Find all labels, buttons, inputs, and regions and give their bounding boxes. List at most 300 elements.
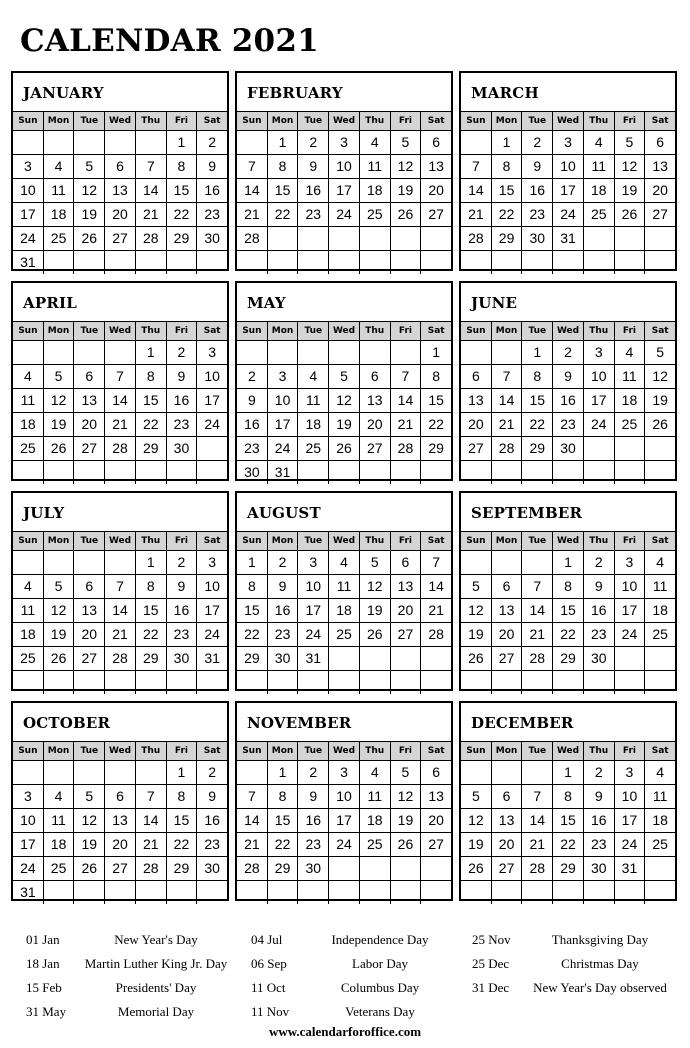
day-cell: 4 xyxy=(614,341,645,364)
day-cell: 2 xyxy=(267,551,298,574)
week-row xyxy=(13,389,227,413)
weekday-label: Sun xyxy=(242,116,262,126)
weekday-label: Fri xyxy=(390,112,421,130)
day-cell xyxy=(43,341,74,364)
day-cell: 24 xyxy=(297,623,328,646)
day-cell: 17 xyxy=(20,836,36,852)
week-row xyxy=(13,437,227,461)
weekday-label: Thu xyxy=(359,532,390,550)
week-row xyxy=(237,131,451,155)
weekday-label: Sun xyxy=(242,746,262,756)
day-cell xyxy=(491,341,522,364)
day-cell: 20 xyxy=(359,413,390,436)
day-cell: 5 xyxy=(471,578,480,594)
day-cell xyxy=(390,341,421,364)
weekday-header xyxy=(461,112,675,131)
day-cell xyxy=(135,761,166,784)
day-cell: 15 xyxy=(244,602,260,618)
day-cell: 5 xyxy=(73,785,104,808)
day-cell xyxy=(135,881,166,904)
weekday-label: Tue xyxy=(73,532,104,550)
day-cell: 4 xyxy=(359,131,390,154)
week-row xyxy=(237,389,451,413)
week-row xyxy=(461,623,675,647)
day-cell xyxy=(196,437,227,460)
day-cell: 22 xyxy=(135,623,166,646)
day-cell: 18 xyxy=(644,809,675,832)
holiday-name: Independence Day xyxy=(331,932,429,947)
day-cell: 26 xyxy=(43,437,74,460)
day-cell: 20 xyxy=(468,416,484,432)
day-cell: 15 xyxy=(135,389,166,412)
month-name: AUGUST xyxy=(237,493,451,532)
day-cell xyxy=(583,671,614,694)
day-cell: 6 xyxy=(644,131,675,154)
day-cell: 8 xyxy=(521,365,552,388)
day-cell xyxy=(237,671,267,694)
holiday-name: Columbus Day xyxy=(340,980,420,995)
day-cell: 7 xyxy=(521,575,552,598)
day-cell: 13 xyxy=(644,155,675,178)
day-cell xyxy=(390,881,421,904)
day-cell: 14 xyxy=(135,809,166,832)
day-cell: 24 xyxy=(614,623,645,646)
day-cell: 12 xyxy=(43,599,74,622)
day-cell: 10 xyxy=(196,575,227,598)
day-cell: 23 xyxy=(244,440,260,456)
day-cell: 14 xyxy=(104,599,135,622)
day-cell: 27 xyxy=(73,437,104,460)
day-cell: 25 xyxy=(359,203,390,226)
day-cell xyxy=(420,647,451,670)
day-cell: 11 xyxy=(328,575,359,598)
day-cell: 11 xyxy=(583,155,614,178)
holiday-name: Memorial Day xyxy=(117,1004,195,1019)
holiday-date: 31 Dec xyxy=(472,980,510,995)
weekday-label: Thu xyxy=(583,532,614,550)
day-cell: 18 xyxy=(297,413,328,436)
day-cell: 17 xyxy=(328,179,359,202)
footer-url: www.calendarforoffice.com xyxy=(268,1024,422,1039)
day-cell: 14 xyxy=(491,389,522,412)
weekday-label: Thu xyxy=(135,112,166,130)
day-cell: 12 xyxy=(73,179,104,202)
day-cell: 30 xyxy=(166,647,197,670)
day-cell xyxy=(267,251,298,274)
day-cell: 3 xyxy=(328,761,359,784)
month-january xyxy=(11,71,229,271)
month-name: NOVEMBER xyxy=(237,703,451,742)
day-cell: 6 xyxy=(359,365,390,388)
weekday-label: Wed xyxy=(104,112,135,130)
day-cell xyxy=(420,227,451,250)
day-cell xyxy=(461,251,491,274)
weekday-label: Mon xyxy=(267,322,298,340)
day-cell: 30 xyxy=(552,437,583,460)
day-cell: 13 xyxy=(491,809,522,832)
day-cell: 31 xyxy=(196,647,227,670)
week-row xyxy=(13,599,227,623)
weekday-label: Mon xyxy=(267,532,298,550)
day-cell: 28 xyxy=(390,437,421,460)
day-cell xyxy=(43,881,74,904)
day-cell: 11 xyxy=(644,785,675,808)
day-cell: 2 xyxy=(521,131,552,154)
day-cell xyxy=(390,647,421,670)
day-cell: 15 xyxy=(491,179,522,202)
day-cell: 18 xyxy=(20,626,36,642)
week-row xyxy=(461,857,675,881)
day-cell: 21 xyxy=(135,203,166,226)
week-row xyxy=(461,599,675,623)
day-cell: 26 xyxy=(614,203,645,226)
day-cell xyxy=(297,341,328,364)
day-cell xyxy=(359,251,390,274)
weekday-label: Sat xyxy=(420,532,451,550)
month-december xyxy=(459,701,677,901)
day-cell: 13 xyxy=(104,809,135,832)
day-cell: 28 xyxy=(420,623,451,646)
week-row xyxy=(461,365,675,389)
week-row xyxy=(461,881,675,904)
weekday-header xyxy=(13,322,227,341)
day-cell: 6 xyxy=(73,365,104,388)
day-cell: 24 xyxy=(552,203,583,226)
weekday-label: Tue xyxy=(73,112,104,130)
day-cell: 1 xyxy=(552,761,583,784)
day-cell: 11 xyxy=(20,392,36,408)
day-cell: 29 xyxy=(267,857,298,880)
day-cell: 3 xyxy=(583,341,614,364)
month-name: DECEMBER xyxy=(461,703,675,742)
week-row xyxy=(461,413,675,437)
day-cell xyxy=(267,227,298,250)
day-cell: 26 xyxy=(359,623,390,646)
week-row xyxy=(461,785,675,809)
day-cell: 22 xyxy=(244,626,260,642)
weekday-label: Tue xyxy=(297,532,328,550)
week-row xyxy=(13,413,227,437)
day-cell: 10 xyxy=(552,155,583,178)
day-cell xyxy=(237,251,267,274)
day-cell: 5 xyxy=(43,575,74,598)
day-cell xyxy=(491,551,522,574)
weekday-label: Sun xyxy=(242,536,262,546)
weekday-header xyxy=(13,112,227,131)
holiday-name: Labor Day xyxy=(352,956,408,971)
week-row xyxy=(13,203,227,227)
day-cell: 20 xyxy=(390,599,421,622)
day-cell: 21 xyxy=(135,833,166,856)
month-name: JULY xyxy=(13,493,227,532)
weekday-label: Wed xyxy=(552,112,583,130)
week-row xyxy=(461,251,675,274)
day-cell: 2 xyxy=(583,551,614,574)
day-cell: 25 xyxy=(43,227,74,250)
month-name: OCTOBER xyxy=(13,703,227,742)
day-cell: 13 xyxy=(390,575,421,598)
day-cell: 29 xyxy=(420,437,451,460)
day-cell: 3 xyxy=(23,158,32,174)
day-cell: 3 xyxy=(267,365,298,388)
day-cell: 23 xyxy=(297,203,328,226)
day-cell xyxy=(43,671,74,694)
day-cell xyxy=(135,461,166,484)
week-row xyxy=(13,881,227,904)
day-cell: 1 xyxy=(166,131,197,154)
day-cell xyxy=(267,671,298,694)
weekday-label: Wed xyxy=(552,742,583,760)
day-cell xyxy=(237,341,267,364)
day-cell xyxy=(359,881,390,904)
day-cell xyxy=(614,227,645,250)
day-cell: 19 xyxy=(73,833,104,856)
week-row xyxy=(237,647,451,671)
week-row xyxy=(237,881,451,904)
day-cell: 2 xyxy=(247,368,256,384)
day-cell: 1 xyxy=(135,341,166,364)
week-row xyxy=(461,461,675,484)
day-cell: 25 xyxy=(20,650,36,666)
day-cell: 27 xyxy=(359,437,390,460)
weekday-label: Thu xyxy=(359,742,390,760)
weekday-label: Fri xyxy=(390,742,421,760)
weekday-label: Wed xyxy=(328,322,359,340)
week-row xyxy=(237,203,451,227)
week-row xyxy=(237,341,451,365)
week-row xyxy=(13,833,227,857)
weekday-label: Mon xyxy=(491,322,522,340)
holiday-date: 04 Jul xyxy=(251,932,283,947)
day-cell xyxy=(461,671,491,694)
week-row xyxy=(461,155,675,179)
week-row xyxy=(237,413,451,437)
day-cell: 28 xyxy=(104,437,135,460)
day-cell xyxy=(491,461,522,484)
day-cell: 7 xyxy=(247,158,256,174)
week-row xyxy=(237,671,451,694)
week-row xyxy=(461,437,675,461)
day-cell xyxy=(43,461,74,484)
day-cell: 11 xyxy=(614,365,645,388)
day-cell xyxy=(521,881,552,904)
day-cell xyxy=(297,671,328,694)
week-row xyxy=(13,671,227,694)
day-cell: 26 xyxy=(390,203,421,226)
week-row xyxy=(13,461,227,484)
day-cell: 17 xyxy=(614,809,645,832)
day-cell: 24 xyxy=(196,413,227,436)
day-cell: 14 xyxy=(390,389,421,412)
day-cell: 26 xyxy=(644,413,675,436)
day-cell: 17 xyxy=(196,599,227,622)
holiday-name: Thanksgiving Day xyxy=(551,932,649,947)
day-cell: 25 xyxy=(297,437,328,460)
day-cell xyxy=(104,131,135,154)
day-cell xyxy=(390,857,421,880)
day-cell: 19 xyxy=(43,623,74,646)
week-row xyxy=(237,365,451,389)
day-cell: 14 xyxy=(135,179,166,202)
page-title: CALENDAR 2021 xyxy=(20,23,319,59)
day-cell: 17 xyxy=(196,389,227,412)
day-cell: 11 xyxy=(43,179,74,202)
week-row xyxy=(461,551,675,575)
day-cell: 31 xyxy=(20,254,36,270)
weekday-label: Mon xyxy=(491,112,522,130)
day-cell: 9 xyxy=(196,155,227,178)
day-cell: 28 xyxy=(468,230,484,246)
month-name: MARCH xyxy=(461,73,675,112)
day-cell xyxy=(104,341,135,364)
day-cell: 9 xyxy=(166,365,197,388)
holiday-date: 01 Jan xyxy=(26,932,60,947)
week-row xyxy=(13,131,227,155)
day-cell xyxy=(461,551,491,574)
day-cell xyxy=(359,647,390,670)
day-cell: 19 xyxy=(43,413,74,436)
week-row xyxy=(13,251,227,274)
weekday-label: Wed xyxy=(328,532,359,550)
day-cell: 22 xyxy=(552,833,583,856)
weekday-label: Wed xyxy=(552,322,583,340)
weekday-label: Tue xyxy=(73,322,104,340)
day-cell: 30 xyxy=(267,647,298,670)
day-cell: 21 xyxy=(468,206,484,222)
day-cell: 4 xyxy=(359,761,390,784)
month-name: SEPTEMBER xyxy=(461,493,675,532)
weekday-header xyxy=(461,742,675,761)
day-cell xyxy=(644,461,675,484)
weekday-label: Mon xyxy=(43,322,74,340)
day-cell: 11 xyxy=(297,389,328,412)
day-cell: 12 xyxy=(644,365,675,388)
day-cell: 21 xyxy=(420,599,451,622)
day-cell xyxy=(521,671,552,694)
day-cell xyxy=(13,761,43,784)
month-august xyxy=(235,491,453,691)
weekday-label: Mon xyxy=(43,742,74,760)
month-name: JANUARY xyxy=(13,73,227,112)
day-cell: 15 xyxy=(166,809,197,832)
day-cell: 1 xyxy=(267,131,298,154)
day-cell: 10 xyxy=(267,389,298,412)
day-cell: 27 xyxy=(104,857,135,880)
day-cell xyxy=(491,761,522,784)
day-cell: 12 xyxy=(390,785,421,808)
day-cell xyxy=(237,131,267,154)
day-cell xyxy=(73,461,104,484)
week-row xyxy=(461,761,675,785)
weekday-label: Wed xyxy=(552,532,583,550)
day-cell: 24 xyxy=(20,230,36,246)
day-cell: 11 xyxy=(43,809,74,832)
day-cell: 19 xyxy=(328,413,359,436)
day-cell: 10 xyxy=(20,182,36,198)
day-cell: 12 xyxy=(468,602,484,618)
day-cell: 28 xyxy=(135,857,166,880)
day-cell: 29 xyxy=(552,647,583,670)
day-cell: 15 xyxy=(521,389,552,412)
day-cell xyxy=(73,131,104,154)
day-cell: 8 xyxy=(135,575,166,598)
day-cell: 16 xyxy=(244,416,260,432)
day-cell: 22 xyxy=(166,203,197,226)
day-cell xyxy=(13,131,43,154)
day-cell: 16 xyxy=(196,809,227,832)
weekday-label: Wed xyxy=(104,532,135,550)
weekday-header xyxy=(13,742,227,761)
day-cell: 2 xyxy=(583,761,614,784)
day-cell: 7 xyxy=(247,788,256,804)
weekday-label: Thu xyxy=(135,322,166,340)
day-cell: 11 xyxy=(359,785,390,808)
day-cell: 23 xyxy=(166,413,197,436)
week-row xyxy=(237,785,451,809)
weekday-label: Thu xyxy=(359,112,390,130)
day-cell: 10 xyxy=(583,365,614,388)
day-cell: 1 xyxy=(420,341,451,364)
day-cell xyxy=(644,881,675,904)
day-cell xyxy=(461,341,491,364)
day-cell: 28 xyxy=(104,647,135,670)
week-row xyxy=(461,203,675,227)
month-name: APRIL xyxy=(13,283,227,322)
day-cell: 25 xyxy=(43,857,74,880)
day-cell: 17 xyxy=(614,599,645,622)
day-cell: 24 xyxy=(328,203,359,226)
month-july xyxy=(11,491,229,691)
day-cell: 18 xyxy=(359,809,390,832)
holiday-date: 25 Nov xyxy=(472,932,511,947)
day-cell: 16 xyxy=(552,389,583,412)
day-cell: 12 xyxy=(43,389,74,412)
weekday-label: Mon xyxy=(491,532,522,550)
day-cell: 22 xyxy=(267,833,298,856)
day-cell: 15 xyxy=(552,809,583,832)
weekday-label: Tue xyxy=(297,322,328,340)
week-row xyxy=(13,647,227,671)
week-row xyxy=(237,461,451,484)
day-cell: 19 xyxy=(359,599,390,622)
day-cell: 24 xyxy=(20,860,36,876)
day-cell xyxy=(614,437,645,460)
day-cell: 19 xyxy=(614,179,645,202)
day-cell: 21 xyxy=(104,623,135,646)
day-cell: 4 xyxy=(23,578,32,594)
day-cell xyxy=(43,551,74,574)
week-row xyxy=(237,551,451,575)
week-row xyxy=(13,341,227,365)
day-cell: 6 xyxy=(420,131,451,154)
day-cell xyxy=(73,251,104,274)
day-cell: 25 xyxy=(328,623,359,646)
day-cell: 26 xyxy=(390,833,421,856)
day-cell xyxy=(583,437,614,460)
day-cell: 3 xyxy=(614,551,645,574)
month-name: MAY xyxy=(237,283,451,322)
day-cell: 16 xyxy=(267,599,298,622)
day-cell: 8 xyxy=(166,155,197,178)
day-cell: 5 xyxy=(73,155,104,178)
weekday-label: Sun xyxy=(18,326,38,336)
day-cell xyxy=(461,461,491,484)
day-cell: 1 xyxy=(521,341,552,364)
day-cell: 4 xyxy=(43,155,74,178)
day-cell xyxy=(491,671,522,694)
day-cell: 26 xyxy=(328,437,359,460)
day-cell xyxy=(237,761,267,784)
